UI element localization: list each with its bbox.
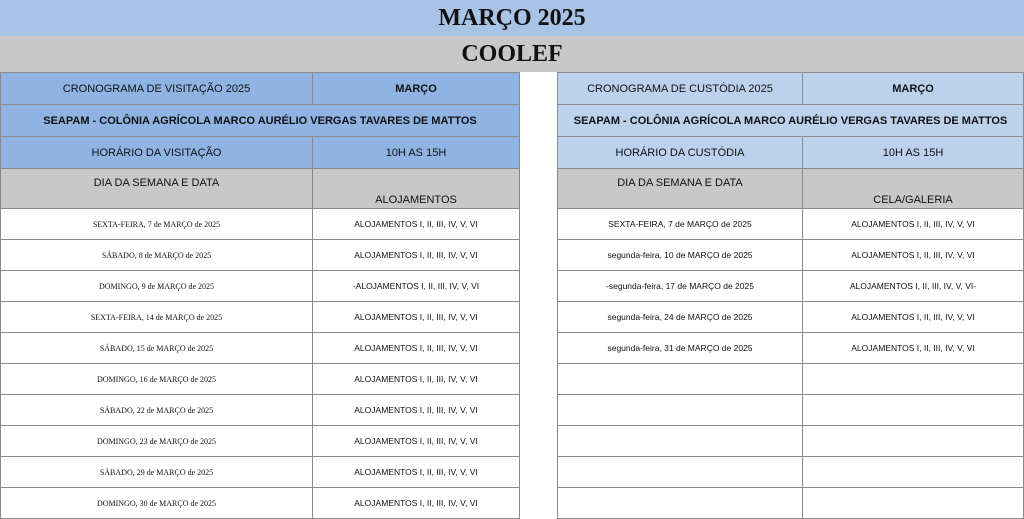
row-day: segunda-feira, 31 de MARÇO de 2025 (558, 333, 803, 364)
row-day: SEXTA-FEIRA, 14 de MARÇO de 2025 (1, 302, 313, 333)
table-row (1, 488, 520, 519)
table-row (558, 240, 1024, 271)
table-row (558, 364, 1024, 395)
visitation-hours-label: HORÁRIO DA VISITAÇÃO (1, 137, 313, 169)
custody-hours: 10H AS 15H (803, 137, 1024, 169)
custody-month: MARÇO (803, 73, 1024, 105)
custody-table (557, 72, 1024, 519)
table-row (1, 271, 520, 302)
row-place (803, 426, 1024, 457)
custody-schedule-label: CRONOGRAMA DE CUSTÓDIA 2025 (558, 73, 803, 105)
custody-hours-label: HORÁRIO DA CUSTÓDIA (558, 137, 803, 169)
row-place (803, 488, 1024, 519)
row-place: ALOJAMENTOS I, II, III, IV, V, VI- (803, 271, 1024, 302)
row-day: segunda-feira, 24 de MARÇO de 2025 (558, 302, 803, 333)
table-row (1, 333, 520, 364)
row-place: -ALOJAMENTOS I, II, III, IV, V, VI (313, 271, 520, 302)
visitation-col-day: DIA DA SEMANA E DATA (1, 169, 313, 209)
row-place (803, 364, 1024, 395)
row-day: SEXTA-FEIRA, 7 de MARÇO de 2025 (558, 209, 803, 240)
visitation-schedule-label: CRONOGRAMA DE VISITAÇÃO 2025 (1, 73, 313, 105)
table-row (1, 457, 520, 488)
row-day: SÁBADO, 8 de MARÇO de 2025 (1, 240, 313, 271)
row-day: DOMINGO, 16 de MARÇO de 2025 (1, 364, 313, 395)
page-title: MARÇO 2025 (0, 0, 1024, 36)
page-subtitle: COOLEF (0, 36, 1024, 72)
row-day: SÁBADO, 29 de MARÇO de 2025 (1, 457, 313, 488)
row-day (558, 488, 803, 519)
table-row (1, 302, 520, 333)
row-day: segunda-feira, 10 de MARÇO de 2025 (558, 240, 803, 271)
table-row (1, 395, 520, 426)
row-place: ALOJAMENTOS I, II, III, IV, V, VI (313, 302, 520, 333)
row-place (803, 395, 1024, 426)
row-place: ALOJAMENTOS I, II, III, IV, V, VI (803, 240, 1024, 271)
row-place: ALOJAMENTOS I, II, III, IV, V, VI (313, 426, 520, 457)
row-place: ALOJAMENTOS I, II, III, IV, V, VI (313, 364, 520, 395)
row-place: ALOJAMENTOS I, II, III, IV, V, VI (313, 333, 520, 364)
custody-col-place: CELA/GALERIA (803, 169, 1024, 209)
table-row (558, 426, 1024, 457)
table-row (558, 333, 1024, 364)
table-row (558, 457, 1024, 488)
table-row (1, 240, 520, 271)
row-day: SÁBADO, 15 de MARÇO de 2025 (1, 333, 313, 364)
table-row (1, 426, 520, 457)
row-day (558, 426, 803, 457)
row-place: ALOJAMENTOS I, II, III, IV, V, VI (803, 333, 1024, 364)
table-row (558, 488, 1024, 519)
row-place: ALOJAMENTOS I, II, III, IV, V, VI (803, 209, 1024, 240)
visitation-facility: SEAPAM - COLÔNIA AGRÍCOLA MARCO AURÉLIO VERGAS TAVARES DE MATTOS (1, 105, 520, 137)
row-day: DOMINGO, 9 de MARÇO de 2025 (1, 271, 313, 302)
table-row (558, 271, 1024, 302)
visitation-month: MARÇO (313, 73, 520, 105)
visitation-col-place: ALOJAMENTOS (313, 169, 520, 209)
row-place: ALOJAMENTOS I, II, III, IV, V, VI (313, 240, 520, 271)
row-place: ALOJAMENTOS I, II, III, IV, V, VI (313, 209, 520, 240)
row-day (558, 364, 803, 395)
row-place: ALOJAMENTOS I, II, III, IV, V, VI (803, 302, 1024, 333)
custody-col-day: DIA DA SEMANA E DATA (558, 169, 803, 209)
row-day: SEXTA-FEIRA, 7 de MARÇO de 2025 (1, 209, 313, 240)
table-row (1, 209, 520, 240)
table-row (558, 209, 1024, 240)
custody-schedule-panel (557, 72, 1023, 515)
row-day (558, 395, 803, 426)
row-place: ALOJAMENTOS I, II, III, IV, V, VI (313, 457, 520, 488)
row-day: DOMINGO, 30 de MARÇO de 2025 (1, 488, 313, 519)
custody-facility: SEAPAM - COLÔNIA AGRÍCOLA MARCO AURÉLIO VERGAS TAVARES DE MATTOS (558, 105, 1024, 137)
row-day (558, 457, 803, 488)
table-row (558, 302, 1024, 333)
table-row (558, 395, 1024, 426)
visitation-schedule-panel (0, 72, 519, 515)
table-row (1, 364, 520, 395)
row-day: -segunda-feira, 17 de MARÇO de 2025 (558, 271, 803, 302)
row-place (803, 457, 1024, 488)
row-day: DOMINGO, 23 de MARÇO de 2025 (1, 426, 313, 457)
visitation-hours: 10H AS 15H (313, 137, 520, 169)
row-day: SÁBADO, 22 de MARÇO de 2025 (1, 395, 313, 426)
row-place: ALOJAMENTOS I, II, III, IV, V, VI (313, 395, 520, 426)
visitation-table (0, 72, 520, 519)
row-place: ALOJAMENTOS I, II, III, IV, V, VI (313, 488, 520, 519)
